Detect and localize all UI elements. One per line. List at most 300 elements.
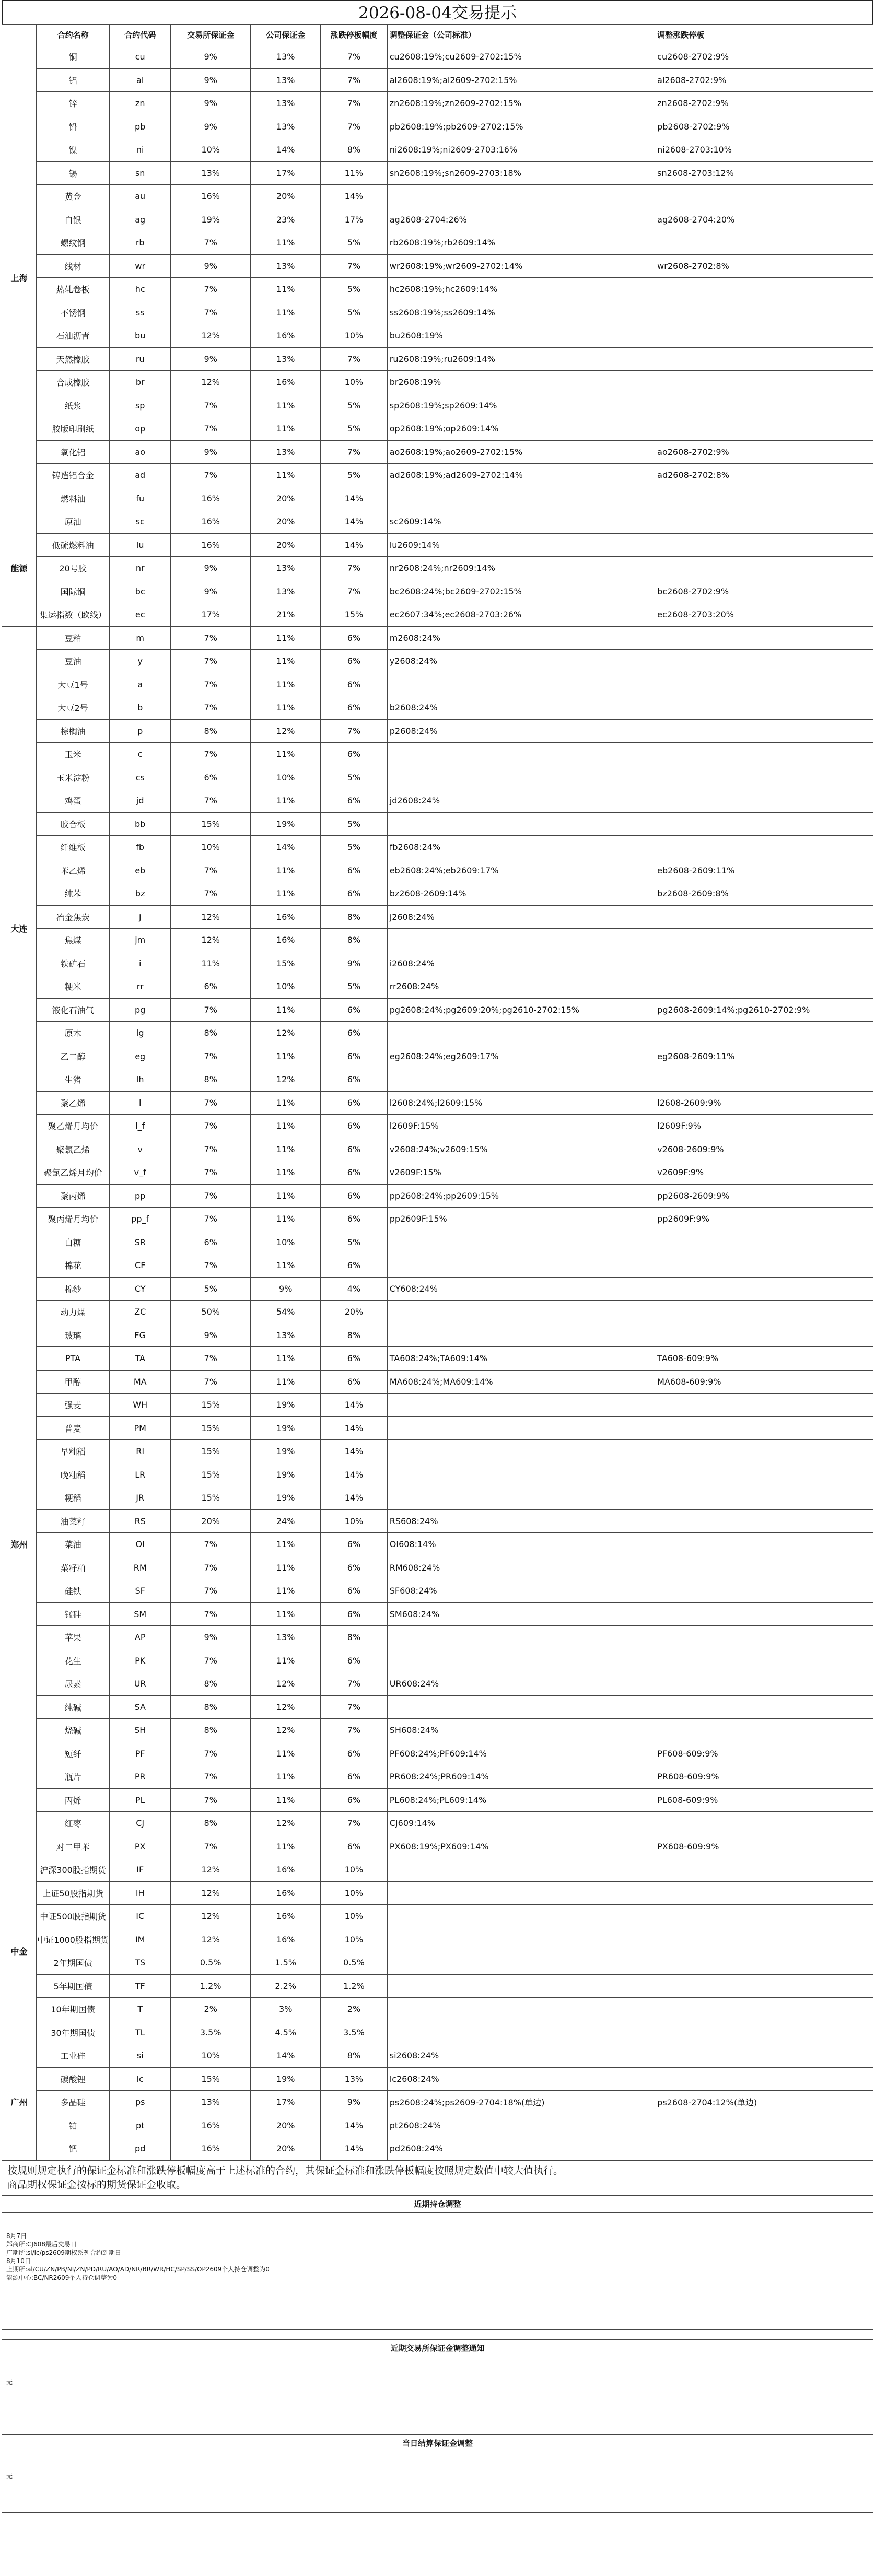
cell-adjusted-margin: ni2608:19%;ni2609-2703:16% — [387, 138, 655, 162]
cell-contract-code: sn — [110, 161, 171, 185]
cell-exchange-margin: 8% — [171, 1068, 251, 1092]
cell-adjusted-margin: zn2608:19%;zn2609-2702:15% — [387, 92, 655, 115]
cell-company-margin: 19% — [251, 1416, 321, 1440]
cell-exchange-margin: 12% — [171, 929, 251, 952]
cell-price-limit: 6% — [321, 696, 388, 720]
cell-adjusted-margin: nr2608:24%;nr2609:14% — [387, 557, 655, 580]
cell-contract-name: 生猪 — [36, 1068, 109, 1092]
cell-contract-code: cs — [110, 766, 171, 789]
cell-contract-code: IH — [110, 1881, 171, 1905]
cell-company-margin: 24% — [251, 1509, 321, 1533]
cell-adjusted-margin: wr2608:19%;wr2609-2702:14% — [387, 254, 655, 278]
cell-adjusted-limit: al2608-2702:9% — [655, 68, 873, 92]
cell-company-margin: 16% — [251, 905, 321, 929]
cell-adjusted-limit: PF608-609:9% — [655, 1742, 873, 1765]
cell-exchange-margin: 7% — [171, 1138, 251, 1161]
cell-adjusted-margin: CY608:24% — [387, 1277, 655, 1301]
cell-exchange-margin: 9% — [171, 45, 251, 69]
cell-contract-code: hc — [110, 278, 171, 301]
exchange-margin-notice-title: 近期交易所保证金调整通知 — [2, 2339, 873, 2357]
cell-adjusted-limit — [655, 347, 873, 371]
cell-price-limit: 6% — [321, 673, 388, 696]
cell-contract-code: fu — [110, 487, 171, 510]
table-row — [2, 1951, 873, 1975]
cell-company-margin: 4.5% — [251, 2021, 321, 2044]
cell-adjusted-margin: al2608:19%;al2609-2702:15% — [387, 68, 655, 92]
cell-contract-code: nr — [110, 557, 171, 580]
cell-price-limit: 6% — [321, 743, 388, 766]
cell-adjusted-margin: SF608:24% — [387, 1579, 655, 1603]
cell-price-limit: 7% — [321, 440, 388, 464]
cell-exchange-margin: 9% — [171, 92, 251, 115]
table-row — [2, 254, 873, 278]
cell-adjusted-limit — [655, 1486, 873, 1510]
table-row — [2, 1695, 873, 1719]
cell-adjusted-margin: cu2608:19%;cu2609-2702:15% — [387, 45, 655, 69]
recent-holdings-body: 8月7日 郑商所:CJ608最后交易日 广期所:si/lc/ps2609期权系列合约到期日 8月10日 上期所:al/CU/ZN/PB/NI/ZN/PD/RU/AO/AD/NR/BR/WR/HC/SP/SS/OP2609个人持仓调整为0 能源中心:BC/NR2609个人持仓调整为0 — [6, 2232, 270, 2281]
cell-company-margin: 13% — [251, 1324, 321, 1347]
cell-price-limit: 1.2% — [321, 1974, 388, 1998]
cell-exchange-margin: 15% — [171, 1463, 251, 1486]
cell-company-margin: 11% — [251, 998, 321, 1022]
cell-price-limit: 7% — [321, 1812, 388, 1835]
cell-price-limit: 6% — [321, 1556, 388, 1579]
cell-company-margin: 13% — [251, 440, 321, 464]
cell-contract-name: 纯苯 — [36, 882, 109, 906]
cell-company-margin: 23% — [251, 208, 321, 231]
header-adjusted-limit: 调整涨跌停板 — [655, 25, 873, 45]
cell-company-margin: 11% — [251, 278, 321, 301]
cell-company-margin: 13% — [251, 115, 321, 138]
cell-adjusted-margin: rr2608:24% — [387, 975, 655, 999]
cell-exchange-margin: 10% — [171, 836, 251, 859]
cell-exchange-margin: 15% — [171, 1486, 251, 1510]
cell-price-limit: 3.5% — [321, 2021, 388, 2044]
cell-adjusted-margin — [387, 185, 655, 208]
cell-adjusted-limit — [655, 719, 873, 743]
cell-price-limit: 6% — [321, 1602, 388, 1626]
table-row — [2, 580, 873, 603]
cell-contract-name: 天然橡胶 — [36, 347, 109, 371]
cell-company-margin: 11% — [251, 1115, 321, 1138]
cell-contract-code: pg — [110, 998, 171, 1022]
cell-company-margin: 20% — [251, 533, 321, 557]
cell-contract-code: bb — [110, 812, 171, 836]
cell-company-margin: 19% — [251, 1440, 321, 1463]
cell-company-margin: 16% — [251, 371, 321, 394]
cell-contract-code: PL — [110, 1788, 171, 1812]
cell-adjusted-limit — [655, 1951, 873, 1975]
cell-adjusted-margin: fb2608:24% — [387, 836, 655, 859]
cell-company-margin: 10% — [251, 766, 321, 789]
cell-exchange-margin: 7% — [171, 1579, 251, 1603]
cell-company-margin: 11% — [251, 1602, 321, 1626]
cell-exchange-margin: 9% — [171, 115, 251, 138]
cell-adjusted-margin — [387, 1231, 655, 1254]
cell-price-limit: 5% — [321, 394, 388, 417]
cell-adjusted-margin: TA608:24%;TA609:14% — [387, 1347, 655, 1371]
cell-adjusted-limit: bc2608-2702:9% — [655, 580, 873, 603]
cell-contract-name: 集运指数（欧线） — [36, 603, 109, 627]
cell-contract-code: fb — [110, 836, 171, 859]
cell-price-limit: 7% — [321, 1672, 388, 1696]
cell-contract-name: 大豆1号 — [36, 673, 109, 696]
cell-price-limit: 7% — [321, 45, 388, 69]
cell-adjusted-limit: ni2608-2703:10% — [655, 138, 873, 162]
cell-contract-code: ss — [110, 301, 171, 324]
table-row — [2, 1068, 873, 1092]
cell-contract-name: 聚丙烯 — [36, 1184, 109, 1208]
cell-adjusted-margin: eg2608:24%;eg2609:17% — [387, 1045, 655, 1068]
cell-exchange-margin: 16% — [171, 2137, 251, 2161]
cell-adjusted-limit: sn2608-2703:12% — [655, 161, 873, 185]
cell-adjusted-limit: wr2608-2702:8% — [655, 254, 873, 278]
cell-price-limit: 6% — [321, 859, 388, 882]
cell-exchange-margin: 16% — [171, 510, 251, 534]
cell-exchange-margin: 8% — [171, 1695, 251, 1719]
cell-exchange-margin: 1.2% — [171, 1974, 251, 1998]
cell-contract-name: 乙二醇 — [36, 1045, 109, 1068]
cell-contract-name: PTA — [36, 1347, 109, 1371]
settlement-margin-title: 当日结算保证金调整 — [2, 2434, 873, 2452]
table-row — [2, 1370, 873, 1394]
cell-contract-name: 锡 — [36, 161, 109, 185]
cell-adjusted-margin — [387, 743, 655, 766]
cell-contract-name: 纸浆 — [36, 394, 109, 417]
cell-exchange-margin: 7% — [171, 882, 251, 906]
cell-price-limit: 6% — [321, 650, 388, 673]
cell-price-limit: 17% — [321, 208, 388, 231]
table-row — [2, 789, 873, 813]
cell-price-limit: 8% — [321, 138, 388, 162]
cell-company-margin: 13% — [251, 347, 321, 371]
cell-company-margin: 19% — [251, 2067, 321, 2091]
cell-contract-name: 线材 — [36, 254, 109, 278]
cell-adjusted-margin — [387, 1928, 655, 1951]
cell-adjusted-limit — [655, 2044, 873, 2068]
cell-company-margin: 17% — [251, 2091, 321, 2114]
cell-price-limit: 2% — [321, 1998, 388, 2021]
cell-contract-code: pp — [110, 1184, 171, 1208]
cell-company-margin: 11% — [251, 696, 321, 720]
cell-contract-name: 瓶片 — [36, 1765, 109, 1789]
cell-adjusted-limit — [655, 301, 873, 324]
cell-adjusted-limit: eg2608-2609:11% — [655, 1045, 873, 1068]
table-row — [2, 929, 873, 952]
table-row — [2, 533, 873, 557]
cell-contract-name: 原油 — [36, 510, 109, 534]
cell-price-limit: 6% — [321, 1022, 388, 1045]
cell-company-margin: 11% — [251, 1370, 321, 1394]
table-row — [2, 1602, 873, 1626]
cell-adjusted-margin — [387, 1951, 655, 1975]
cell-company-margin: 11% — [251, 394, 321, 417]
cell-contract-code: pd — [110, 2137, 171, 2161]
cell-adjusted-limit: ad2608-2702:8% — [655, 464, 873, 487]
cell-price-limit: 6% — [321, 1138, 388, 1161]
cell-price-limit: 6% — [321, 1533, 388, 1556]
cell-contract-name: 10年期国债 — [36, 1998, 109, 2021]
cell-adjusted-margin — [387, 1998, 655, 2021]
cell-adjusted-limit — [655, 1626, 873, 1649]
cell-contract-code: sc — [110, 510, 171, 534]
cell-company-margin: 11% — [251, 859, 321, 882]
cell-price-limit: 7% — [321, 254, 388, 278]
cell-price-limit: 6% — [321, 1091, 388, 1115]
cell-adjusted-margin: PL608:24%;PL609:14% — [387, 1788, 655, 1812]
cell-price-limit: 6% — [321, 882, 388, 906]
cell-adjusted-limit — [655, 231, 873, 255]
cell-price-limit: 6% — [321, 1579, 388, 1603]
cell-adjusted-margin: v2608:24%;v2609:15% — [387, 1138, 655, 1161]
cell-contract-code: SF — [110, 1579, 171, 1603]
cell-company-margin: 11% — [251, 626, 321, 650]
cell-price-limit: 15% — [321, 603, 388, 627]
cell-adjusted-limit — [655, 743, 873, 766]
cell-company-margin: 11% — [251, 1579, 321, 1603]
cell-contract-name: 30年期国债 — [36, 2021, 109, 2044]
cell-exchange-margin: 7% — [171, 417, 251, 441]
cell-company-margin: 11% — [251, 301, 321, 324]
cell-adjusted-limit — [655, 1812, 873, 1835]
cell-adjusted-limit: v2608-2609:9% — [655, 1138, 873, 1161]
cell-company-margin: 19% — [251, 1486, 321, 1510]
cell-price-limit: 8% — [321, 2044, 388, 2068]
cell-exchange-margin: 13% — [171, 2091, 251, 2114]
cell-adjusted-margin — [387, 1905, 655, 1928]
cell-adjusted-margin: sn2608:19%;sn2609-2703:18% — [387, 161, 655, 185]
header-contract-code: 合约代码 — [110, 25, 171, 45]
cell-adjusted-limit — [655, 1416, 873, 1440]
cell-contract-code: TA — [110, 1347, 171, 1371]
cell-exchange-margin: 15% — [171, 1440, 251, 1463]
cell-company-margin: 11% — [251, 1649, 321, 1672]
cell-contract-code: bu — [110, 324, 171, 348]
cell-contract-code: SR — [110, 1231, 171, 1254]
cell-company-margin: 11% — [251, 417, 321, 441]
cell-contract-code: SH — [110, 1719, 171, 1742]
exchange-label: 郑州 — [2, 1231, 37, 1858]
cell-exchange-margin: 7% — [171, 1742, 251, 1765]
cell-exchange-margin: 7% — [171, 626, 251, 650]
cell-adjusted-margin — [387, 1649, 655, 1672]
table-row — [2, 557, 873, 580]
table-row — [2, 138, 873, 162]
cell-contract-name: 对二甲苯 — [36, 1835, 109, 1858]
cell-adjusted-margin: ad2608:19%;ad2609-2702:14% — [387, 464, 655, 487]
cell-company-margin: 11% — [251, 673, 321, 696]
cell-contract-code: PM — [110, 1416, 171, 1440]
cell-adjusted-margin: sp2608:19%;sp2609:14% — [387, 394, 655, 417]
table-row — [2, 766, 873, 789]
cell-exchange-margin: 7% — [171, 1649, 251, 1672]
cell-price-limit: 6% — [321, 1788, 388, 1812]
cell-contract-code: v_f — [110, 1161, 171, 1185]
table-row — [2, 1742, 873, 1765]
cell-price-limit: 10% — [321, 371, 388, 394]
cell-exchange-margin: 7% — [171, 1533, 251, 1556]
cell-contract-name: 鸡蛋 — [36, 789, 109, 813]
cell-adjusted-limit — [655, 1463, 873, 1486]
table-row — [2, 1835, 873, 1858]
cell-exchange-margin: 9% — [171, 440, 251, 464]
cell-contract-name: 镍 — [36, 138, 109, 162]
table-row — [2, 1254, 873, 1278]
cell-contract-code: ad — [110, 464, 171, 487]
cell-adjusted-margin: v2609F:15% — [387, 1161, 655, 1185]
cell-exchange-margin: 7% — [171, 650, 251, 673]
table-row — [2, 1974, 873, 1998]
cell-adjusted-limit — [655, 1998, 873, 2021]
table-row — [2, 952, 873, 975]
cell-adjusted-limit: ps2608-2704:12%(单边) — [655, 2091, 873, 2114]
cell-exchange-margin: 7% — [171, 1347, 251, 1371]
table-row — [2, 1649, 873, 1672]
cell-price-limit: 7% — [321, 1695, 388, 1719]
cell-contract-name: 晚籼稻 — [36, 1463, 109, 1486]
cell-company-margin: 13% — [251, 45, 321, 69]
cell-contract-name: 尿素 — [36, 1672, 109, 1696]
cell-company-margin: 20% — [251, 510, 321, 534]
cell-exchange-margin: 7% — [171, 1835, 251, 1858]
cell-adjusted-margin — [387, 1068, 655, 1092]
cell-company-margin: 11% — [251, 1184, 321, 1208]
cell-adjusted-margin — [387, 1440, 655, 1463]
cell-contract-code: PX — [110, 1835, 171, 1858]
header-contract-name: 合约名称 — [36, 25, 109, 45]
table-row — [2, 208, 873, 231]
cell-adjusted-limit: PL608-609:9% — [655, 1788, 873, 1812]
cell-contract-code: ag — [110, 208, 171, 231]
table-row — [2, 1812, 873, 1835]
table-row — [2, 161, 873, 185]
cell-adjusted-margin — [387, 1324, 655, 1347]
cell-contract-code: bc — [110, 580, 171, 603]
cell-adjusted-limit — [655, 1301, 873, 1324]
cell-contract-name: 中证1000股指期货 — [36, 1928, 109, 1951]
table-row — [2, 1556, 873, 1579]
table-row — [2, 2021, 873, 2044]
cell-exchange-margin: 7% — [171, 998, 251, 1022]
cell-contract-name: 焦煤 — [36, 929, 109, 952]
cell-contract-code: RS — [110, 1509, 171, 1533]
cell-contract-name: 棕榈油 — [36, 719, 109, 743]
cell-company-margin: 12% — [251, 1022, 321, 1045]
cell-adjusted-margin: op2608:19%;op2609:14% — [387, 417, 655, 441]
cell-company-margin: 13% — [251, 557, 321, 580]
cell-contract-code: ZC — [110, 1301, 171, 1324]
table-row — [2, 2067, 873, 2091]
table-row — [2, 1881, 873, 1905]
table-row — [2, 859, 873, 882]
cell-contract-code: v — [110, 1138, 171, 1161]
cell-adjusted-margin: RM608:24% — [387, 1556, 655, 1579]
cell-contract-name: 沪深300股指期货 — [36, 1858, 109, 1882]
table-row — [2, 1277, 873, 1301]
cell-price-limit: 6% — [321, 1068, 388, 1092]
cell-adjusted-limit — [655, 673, 873, 696]
cell-adjusted-margin — [387, 812, 655, 836]
cell-contract-name: 早籼稻 — [36, 1440, 109, 1463]
cell-contract-name: 苯乙烯 — [36, 859, 109, 882]
table-row — [2, 1463, 873, 1486]
cell-price-limit: 6% — [321, 1370, 388, 1394]
cell-exchange-margin: 7% — [171, 464, 251, 487]
cell-contract-code: OI — [110, 1533, 171, 1556]
cell-contract-code: WH — [110, 1394, 171, 1417]
cell-contract-name: 强麦 — [36, 1394, 109, 1417]
cell-contract-code: a — [110, 673, 171, 696]
cell-adjusted-limit: l2609F:9% — [655, 1115, 873, 1138]
cell-company-margin: 11% — [251, 743, 321, 766]
cell-exchange-margin: 12% — [171, 1858, 251, 1882]
cell-price-limit: 7% — [321, 580, 388, 603]
table-row — [2, 1091, 873, 1115]
table-row — [2, 603, 873, 627]
table-row — [2, 185, 873, 208]
cell-exchange-margin: 7% — [171, 1115, 251, 1138]
cell-adjusted-margin: MA608:24%;MA609:14% — [387, 1370, 655, 1394]
cell-exchange-margin: 9% — [171, 254, 251, 278]
table-row — [2, 1765, 873, 1789]
cell-contract-code: eb — [110, 859, 171, 882]
cell-price-limit: 14% — [321, 1394, 388, 1417]
cell-adjusted-limit: ag2608-2704:20% — [655, 208, 873, 231]
cell-adjusted-margin: y2608:24% — [387, 650, 655, 673]
table-row — [2, 2137, 873, 2161]
cell-adjusted-limit — [655, 812, 873, 836]
cell-adjusted-margin — [387, 1463, 655, 1486]
cell-exchange-margin: 15% — [171, 1394, 251, 1417]
table-row — [2, 1858, 873, 1882]
cell-adjusted-margin: br2608:19% — [387, 371, 655, 394]
cell-exchange-margin: 15% — [171, 1416, 251, 1440]
cell-company-margin: 13% — [251, 580, 321, 603]
cell-contract-code: pt — [110, 2114, 171, 2137]
cell-adjusted-margin — [387, 1394, 655, 1417]
cell-adjusted-limit: MA608-609:9% — [655, 1370, 873, 1394]
cell-contract-code: br — [110, 371, 171, 394]
cell-adjusted-limit — [655, 557, 873, 580]
cell-contract-name: 铂 — [36, 2114, 109, 2137]
table-row — [2, 347, 873, 371]
cell-contract-name: 工业硅 — [36, 2044, 109, 2068]
cell-adjusted-margin: rb2608:19%;rb2609:14% — [387, 231, 655, 255]
cell-company-margin: 11% — [251, 1161, 321, 1185]
cell-contract-name: 菜籽粕 — [36, 1556, 109, 1579]
cell-contract-code: jd — [110, 789, 171, 813]
table-row — [2, 1905, 873, 1928]
table-row — [2, 836, 873, 859]
header-price-limit: 涨跌停板幅度 — [321, 25, 388, 45]
note-line-1: 按规则规定执行的保证金标准和涨跌停板幅度高于上述标准的合约，其保证金标准和涨跌停板幅度按照规定数值中较大值执行。 — [7, 2164, 564, 2176]
table-row — [2, 673, 873, 696]
cell-price-limit: 6% — [321, 1347, 388, 1371]
cell-adjusted-margin — [387, 1022, 655, 1045]
table-row — [2, 696, 873, 720]
cell-adjusted-limit — [655, 394, 873, 417]
cell-company-margin: 20% — [251, 487, 321, 510]
cell-adjusted-margin — [387, 1301, 655, 1324]
cell-contract-name: 玉米 — [36, 743, 109, 766]
header-adjusted-margin: 调整保证金（公司标准） — [387, 25, 655, 45]
cell-contract-name: 钯 — [36, 2137, 109, 2161]
table-row — [2, 92, 873, 115]
cell-exchange-margin: 13% — [171, 161, 251, 185]
table-row — [2, 1347, 873, 1371]
cell-adjusted-limit: ao2608-2702:9% — [655, 440, 873, 464]
cell-adjusted-margin: UR608:24% — [387, 1672, 655, 1696]
